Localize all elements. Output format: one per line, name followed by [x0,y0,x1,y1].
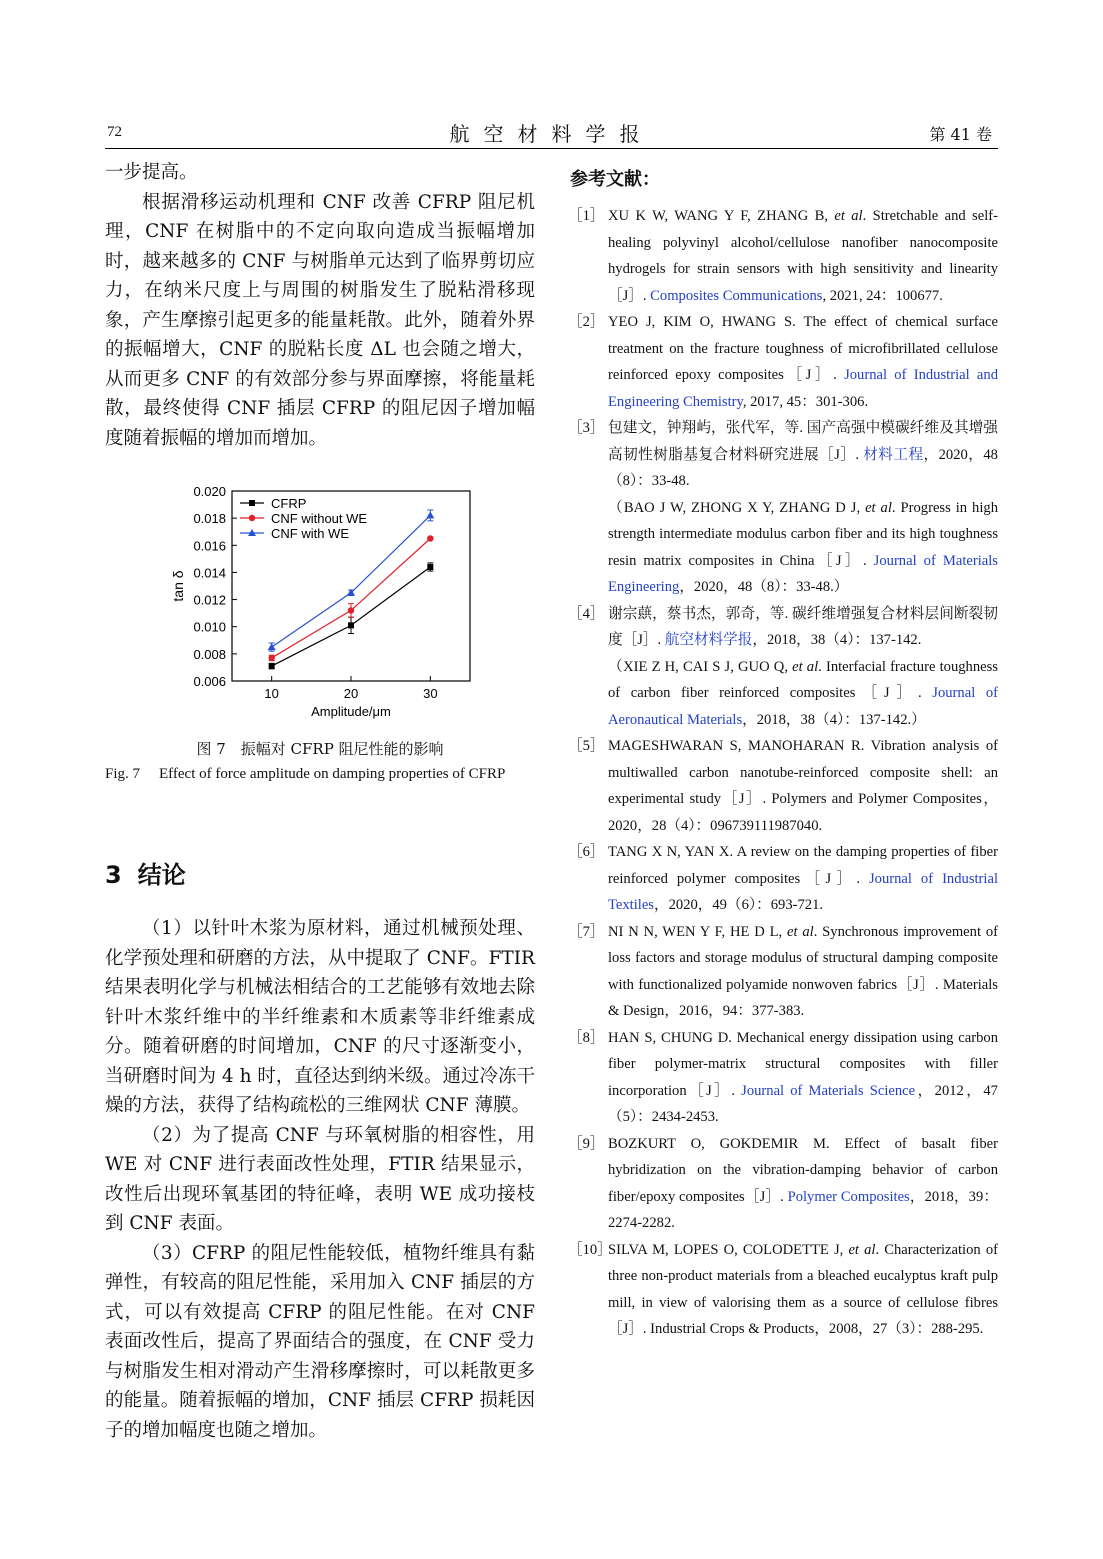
y-tick-label: 0.014 [193,565,226,581]
reference-text: . Characterization of three non-product materials from a bleached eucalyptus kraft pulp mill, in view of valorising them as a source of cellulose fibres［J］. Industrial Crops & Products，2008，27（3）：288-295. [608,1241,998,1337]
data-point [268,655,274,661]
reference-text: （BAO J W, ZHONG X Y, ZHANG D J, [608,499,866,516]
reference-journal-link[interactable]: 航空材料学报 [664,632,753,648]
references-heading: 参考文献： [570,169,660,190]
reference-text: BOZKURT O, GOKDEMIR M. Effect of basalt fiber hybridization on the vibration-damping behavior of carbon fiber/epoxy composites［J］. [608,1135,998,1205]
reference-2 [568,309,998,415]
reference-text: ，2018，38（4）：137-142. [752,632,922,648]
data-point [268,643,276,650]
reference-text: HAN S, CHUNG D. Mechanical energy dissipation using carbon fiber polymer-matrix structural composites with filler incorporation［J］. [608,1029,998,1099]
references [568,165,998,1343]
reference-journal-link[interactable]: Journal of Industrial and Engineering Chemistry [608,367,998,410]
reference-9 [568,1131,998,1237]
data-point [249,500,255,506]
figure-caption-en [105,763,535,786]
legend-label: CNF without WE [271,511,368,526]
reference-english [608,654,998,734]
y-tick-label: 0.006 [193,674,226,689]
reference-number: ［7］ [568,923,605,940]
reference-journal-link[interactable]: Composites Communications [650,287,823,304]
reference-1 [568,203,998,309]
running-header [105,118,998,149]
reference-text: 包建文，钟翔屿，张代军，等. 国产高强中模碳纤维及其增强高韧性树脂基复合材料研究进展［J］. [608,420,998,463]
reference-journal-link[interactable]: Journal of Materials Engineering [608,552,998,595]
reference-etal: et al [865,499,892,516]
y-tick-label: 0.012 [193,592,226,608]
damping-chart [105,478,535,738]
reference-text: . Progress in high strength intermediate modulus carbon fiber and its high toughness resin matrix composites in China［J］. [608,499,998,569]
reference-text: ，2020，48（8）：33-48. [608,446,998,489]
reference-text: YEO J, KIM O, HWANG S. The effect of chemical surface treatment on the fracture toughness of microfibrillated cellulose reinforced epoxy composites［J］. [608,314,998,383]
section-heading [105,855,186,890]
reference-text: ，2018，38（4）：137-142.） [742,711,926,728]
reference-journal-link[interactable]: Journal of Industrial Textiles [608,870,998,913]
x-tick-label: 10 [264,686,279,701]
reference-etal: et al [792,658,819,675]
x-axis-label: Amplitude/μm [311,704,391,719]
reference-text: ，2018，39：2274-2282. [608,1188,998,1231]
paragraph-continuation: 一步提高。 [105,162,198,183]
reference-journal-link[interactable]: 材料工程 [863,446,924,463]
reference-4 [568,601,998,734]
reference-text: TANG X N, YAN X. A review on the damping properties of fiber reinforced polymer composites［J］. [608,844,998,887]
y-tick-label: 0.020 [193,484,226,499]
data-point [348,607,354,613]
reference-number: ［1］ [568,208,605,224]
reference-text: ，2020，49（6）：693-721. [654,897,824,913]
reference-5 [568,733,998,839]
legend-label: CNF with WE [271,526,349,541]
reference-text: . Interfacial fracture toughness of carbon fiber reinforced composites［J］. [608,658,998,701]
reference-text: . Synchronous improvement of loss factors and storage modulus of structural damping composite with functionalized polyamide nonwoven fabrics［J］. Materials & Design，2016，94：377-383. [608,923,998,1019]
reference-7 [568,919,998,1025]
data-point [348,622,354,628]
volume-label: 第 41 卷 [929,125,992,144]
conclusions [105,914,535,1445]
reference-etal: et al [787,923,814,940]
reference-text: , 2017, 45：301-306. [742,393,869,410]
journal-title: 航空材料学报 [449,122,654,146]
reference-10 [568,1237,998,1343]
reference-6 [568,839,998,919]
reference-number: ［2］ [568,314,605,330]
legend-label: CFRP [271,496,307,511]
reference-text: ，2012，47（5）：2434-2453. [608,1082,998,1125]
reference-3 [568,415,998,601]
reference-journal-link[interactable]: Journal of Materials Science [741,1082,916,1099]
reference-etal: et al [834,208,863,224]
data-point [427,535,433,541]
reference-number: ［4］ [568,605,605,622]
x-tick-label: 20 [343,686,359,701]
y-tick-label: 0.010 [193,619,226,635]
section-title: 结论 [137,861,186,889]
data-point [426,511,434,518]
reference-number: ［8］ [568,1029,605,1046]
reference-number: ［5］ [568,738,605,754]
reference-text: 谢宗蕻，蔡书杰，郭奇，等. 碳纤维增强复合材料层间断裂韧度［J］. [608,605,998,648]
reference-text: . Stretchable and self-healing polyvinyl alcohol/cellulose nanofiber nanocomposite hydrogels for strain sensors with high sensitivity and linearity［J］. [608,208,998,304]
reference-number: ［10］ [568,1241,612,1258]
conclusion-2: （2）为了提高 CNF 与环氧树脂的相容性，用 WE 对 CNF 进行表面改性处理，FTIR 结果显示，改性后出现环氧基团的特征峰，表明 WE 成功接枝到 CNF 表面。 [105,1124,535,1234]
figure-caption-en-text: Effect of force amplitude on damping properties of CFRP [159,766,506,782]
reference-journal-link[interactable]: Journal of Aeronautical Materials [608,685,998,728]
data-point [427,564,433,570]
y-tick-label: 0.016 [193,538,226,554]
reference-text: XU K W, WANG Y F, ZHANG B, [608,208,835,224]
series-line [272,539,431,658]
reference-text: （XIE Z H, CAI S J, GUO Q, [608,658,793,675]
data-point [249,515,255,521]
section-number: 3 [105,861,122,889]
reference-number: ［3］ [568,420,605,436]
data-point [269,663,275,669]
reference-number: ［6］ [568,844,605,860]
reference-text: ，2020，48（8）：33-48.） [679,579,849,595]
reference-text: , 2021, 24：100677. [822,287,943,304]
reference-number: ［9］ [568,1135,605,1152]
reference-journal-link[interactable]: Polymer Composites [787,1188,910,1205]
reference-etal: et al [848,1241,876,1258]
y-axis-label: tan δ [170,570,186,602]
x-tick-label: 30 [423,686,438,701]
reference-text: MAGESHWARAN S, MANOHARAN R. Vibration analysis of multiwalled carbon nanotube-reinforced composite shell: an experimental study［J］. Polymers and Polymer Composites，2020，28（4）：096739111987040. [608,738,998,834]
reference-english [608,495,998,601]
paragraph-mechanism: 根据滑移运动机理和 CNF 改善 CFRP 阻尼机理，CNF 在树脂中的不定向取向造成当振幅增加时，越来越多的 CNF 与树脂单元达到了临界剪切应力，在纳米尺度上与周围的树脂发生了脱粘滑移现象，产生摩擦引起更多的能量耗散。此外，随着外界的振幅增大，CNF 的脱粘长度 ΔL 也会随之增大，从而更多 CNF 的有效部分参与界面摩擦，将能量耗散，最终使得 CNF 插层 CFRP 的阻尼因子增加幅度随着振幅的增加而增加。 [105,191,535,449]
left-column [105,158,535,453]
reference-text: NI N N, WEN Y F, HE D L, [608,923,788,940]
page-number: 72 [107,124,122,140]
conclusion-3: （3）CFRP 的阻尼性能较低，植物纤维具有黏弹性，有较高的阻尼性能，采用加入 CNF 插层的方式，可以有效提高 CFRP 的阻尼性能。在对 CNF 表面改性后，提高了界面结合的强度，在 CNF 受力与树脂发生相对滑动产生滑移摩擦时，可以耗散更多的能量。随着振幅的增加，CNF 插层 CFRP 损耗因子的增加幅度也随之增加。 [105,1242,535,1441]
reference-text: SILVA M, LOPES O, COLODETTE J, [608,1241,849,1258]
y-tick-label: 0.018 [193,511,226,527]
reference-8 [568,1025,998,1131]
figure-caption-en-label: Fig. 7 [105,766,141,782]
figure-caption-cn: 图 7 振幅对 CFRP 阻尼性能的影响 [196,740,444,758]
y-tick-label: 0.008 [193,646,226,662]
conclusion-1: （1）以针叶木浆为原材料，通过机械预处理、化学预处理和研磨的方法，从中提取了 CNF。FTIR 结果表明化学与机械法相结合的工艺能够有效地去除针叶木浆纤维中的半纤维素和木质素等非纤维素成分。随着研磨的时间增加，CNF 的尺寸逐渐变小，当研磨时间为 4 h 时，直径达到纳米级。通过冷冻干燥的方法，获得了结构疏松的三维网状 CNF 薄膜。 [105,918,535,1116]
